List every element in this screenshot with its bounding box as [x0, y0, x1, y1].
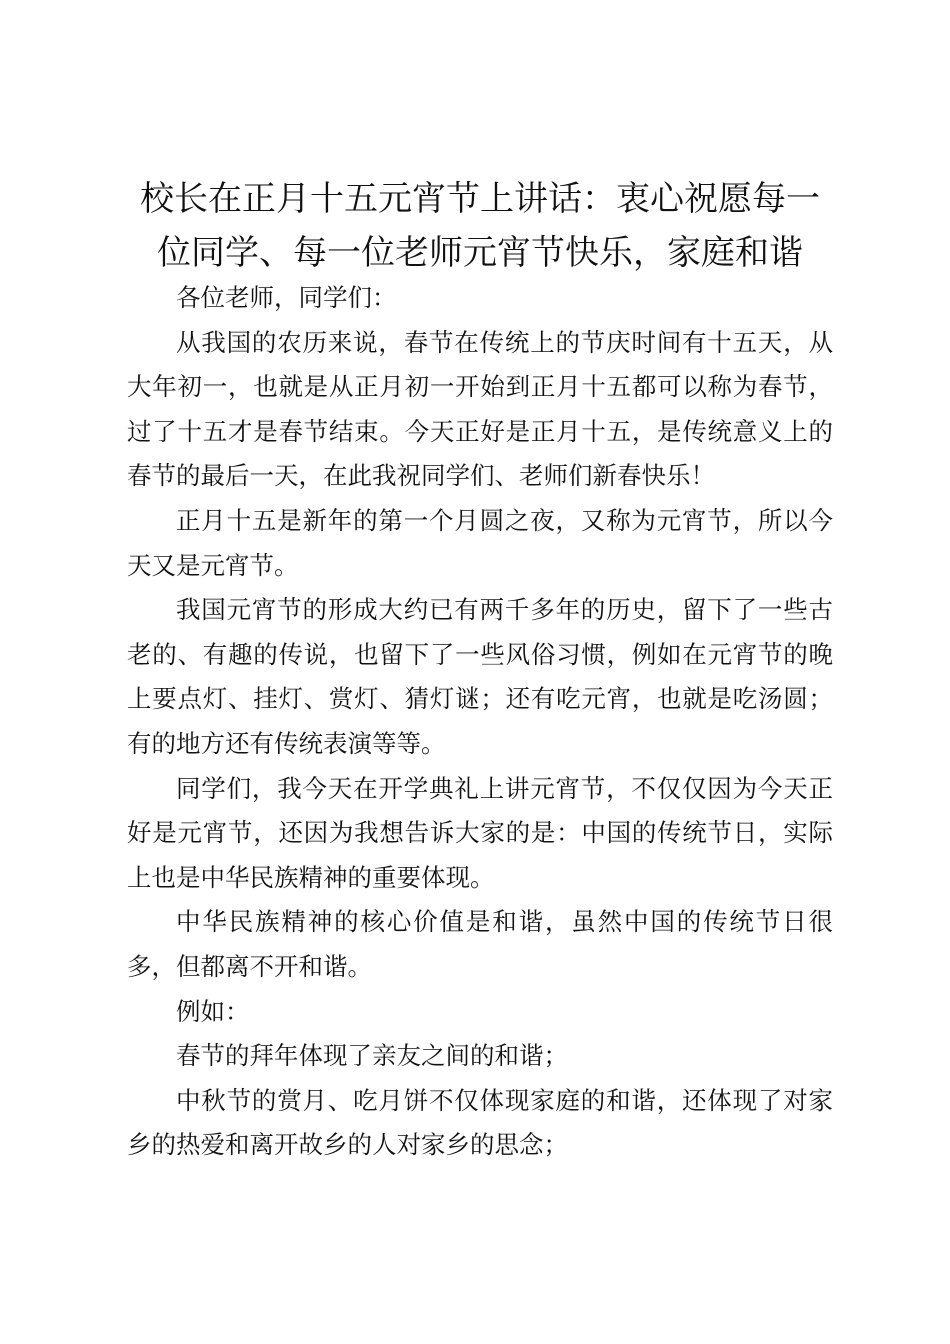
document-title: 校长在正月十五元宵节上讲话：衷心祝愿每一位同学、每一位老师元宵节快乐，家庭和谐 [140, 179, 820, 273]
paragraph-greeting: 各位老师，同学们： [176, 283, 397, 312]
paragraph-national-spirit: 同学们，我今天在开学典礼上讲元宵节，不仅仅因为今天正好是元宵节，还因为我想告诉大家的是：中国的传统节日，实际上也是中华民族精神的重要体现。 [127, 773, 833, 892]
paragraph-spring-festival: 从我国的农历来说，春节在传统上的节庆时间有十五天，从大年初一，也就是从正月初一开始到正月十五都可以称为春节，过了十五才是春节结束。今天正好是正月十五，是传统意义上的春节的最后一天，在此我祝同学们、老师们新春快乐！ [127, 327, 833, 491]
paragraph-history: 我国元宵节的形成大约已有两千多年的历史，留下了一些古老的、有趣的传说，也留下了一些风俗习惯，例如在元宵节的晚上要点灯、挂灯、赏灯、猜灯谜；还有吃元宵，也就是吃汤圆；有的地方还有传统表演等等。 [127, 595, 833, 758]
paragraph-full-moon: 正月十五是新年的第一个月圆之夜，又称为元宵节，所以今天又是元宵节。 [127, 505, 833, 580]
paragraph-mid-autumn: 中秋节的赏月、吃月饼不仅体现家庭的和谐，还体现了对家乡的热爱和离开故乡的人对家乡的思念； [127, 1085, 833, 1160]
paragraph-new-year-visits: 春节的拜年体现了亲友之间的和谐； [176, 1041, 568, 1071]
paragraph-harmony: 中华民族精神的核心价值是和谐，虽然中国的传统节日很多，但都离不开和谐。 [127, 907, 833, 981]
paragraph-example: 例如： [176, 996, 250, 1026]
document-body [127, 276, 833, 1168]
